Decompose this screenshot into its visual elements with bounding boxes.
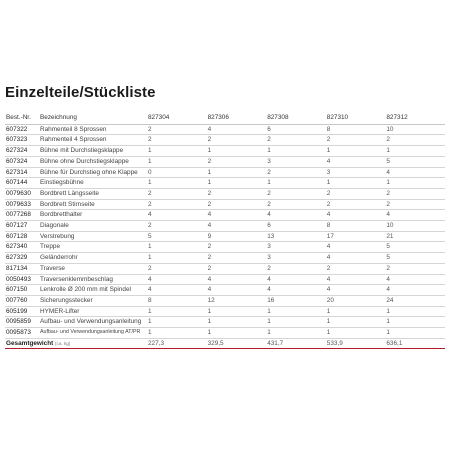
table-row bbox=[5, 199, 445, 210]
quantity-cell: 2 bbox=[147, 263, 207, 274]
table-row bbox=[5, 135, 445, 146]
table-body bbox=[5, 124, 445, 338]
header-model: 827312 bbox=[385, 113, 445, 124]
table-row bbox=[5, 285, 445, 296]
parts-list-table bbox=[5, 113, 445, 349]
quantity-cell: 1 bbox=[147, 253, 207, 264]
quantity-cell: 4 bbox=[147, 210, 207, 221]
quantity-cell: 1 bbox=[326, 146, 386, 157]
quantity-cell: 1 bbox=[266, 317, 326, 328]
table-row bbox=[5, 231, 445, 242]
quantity-cell: 4 bbox=[207, 210, 267, 221]
quantity-cell: 13 bbox=[266, 231, 326, 242]
description-cell: Aufbau- und Verwendungsanleitung AT/PR bbox=[39, 328, 147, 339]
table-row bbox=[5, 221, 445, 232]
quantity-cell: 1 bbox=[147, 242, 207, 253]
quantity-cell: 4 bbox=[326, 156, 386, 167]
quantity-cell: 8 bbox=[147, 295, 207, 306]
description-cell: Traversenklemmbeschlag bbox=[39, 274, 147, 285]
quantity-cell: 8 bbox=[326, 124, 386, 135]
quantity-cell: 4 bbox=[326, 253, 386, 264]
total-weight-value: 227,3 bbox=[147, 338, 207, 349]
quantity-cell: 2 bbox=[326, 135, 386, 146]
quantity-cell: 2 bbox=[266, 263, 326, 274]
order-number-cell: 0079633 bbox=[5, 199, 39, 210]
total-unit: (ca. kg) bbox=[55, 340, 71, 346]
quantity-cell: 4 bbox=[207, 274, 267, 285]
quantity-cell: 5 bbox=[385, 156, 445, 167]
quantity-cell: 2 bbox=[385, 199, 445, 210]
description-cell: Bühne mit Durchstiegsklappe bbox=[39, 146, 147, 157]
table-row bbox=[5, 295, 445, 306]
quantity-cell: 4 bbox=[385, 285, 445, 296]
table-row bbox=[5, 263, 445, 274]
quantity-cell: 2 bbox=[147, 135, 207, 146]
quantity-cell: 0 bbox=[147, 167, 207, 178]
quantity-cell: 10 bbox=[385, 124, 445, 135]
description-cell: Bordbrett Längsseite bbox=[39, 188, 147, 199]
description-cell: Sicherungsstecker bbox=[39, 295, 147, 306]
quantity-cell: 3 bbox=[326, 167, 386, 178]
header-order-number: Best.-Nr. bbox=[5, 113, 39, 124]
description-cell: Verstrebung bbox=[39, 231, 147, 242]
order-number-cell: 817134 bbox=[5, 263, 39, 274]
description-cell: Lenkrolle Ø 200 mm mit Spindel bbox=[39, 285, 147, 296]
quantity-cell: 1 bbox=[326, 178, 386, 189]
quantity-cell: 2 bbox=[207, 242, 267, 253]
table-row bbox=[5, 306, 445, 317]
description-cell: HYMER-Lifter bbox=[39, 306, 147, 317]
quantity-cell: 2 bbox=[207, 156, 267, 167]
quantity-cell: 4 bbox=[266, 274, 326, 285]
quantity-cell: 4 bbox=[266, 285, 326, 296]
table-header-row bbox=[5, 113, 445, 124]
order-number-cell: 0095859 bbox=[5, 317, 39, 328]
table-row bbox=[5, 188, 445, 199]
table-row bbox=[5, 146, 445, 157]
quantity-cell: 1 bbox=[147, 156, 207, 167]
table-row bbox=[5, 328, 445, 339]
quantity-cell: 5 bbox=[147, 231, 207, 242]
description-cell: Diagonale bbox=[39, 221, 147, 232]
table-row bbox=[5, 242, 445, 253]
quantity-cell: 16 bbox=[266, 295, 326, 306]
quantity-cell: 2 bbox=[266, 167, 326, 178]
header-model: 827306 bbox=[207, 113, 267, 124]
quantity-cell: 2 bbox=[207, 253, 267, 264]
table-row bbox=[5, 167, 445, 178]
description-cell: Bühne ohne Durchstiegsklappe bbox=[39, 156, 147, 167]
page-title: Einzelteile/Stückliste bbox=[5, 84, 156, 101]
quantity-cell: 2 bbox=[147, 221, 207, 232]
order-number-cell: 0079630 bbox=[5, 188, 39, 199]
quantity-cell: 1 bbox=[385, 317, 445, 328]
quantity-cell: 9 bbox=[207, 231, 267, 242]
header-description: Bezeichnung bbox=[39, 113, 147, 124]
quantity-cell: 5 bbox=[385, 242, 445, 253]
quantity-cell: 3 bbox=[266, 156, 326, 167]
table-row bbox=[5, 178, 445, 189]
quantity-cell: 1 bbox=[326, 306, 386, 317]
quantity-cell: 2 bbox=[266, 199, 326, 210]
quantity-cell: 1 bbox=[207, 306, 267, 317]
table-row bbox=[5, 124, 445, 135]
quantity-cell: 1 bbox=[326, 317, 386, 328]
description-cell: Bordbrett Stirnseite bbox=[39, 199, 147, 210]
quantity-cell: 3 bbox=[266, 242, 326, 253]
quantity-cell: 1 bbox=[207, 167, 267, 178]
total-label-text: Gesamtgewicht bbox=[6, 339, 54, 347]
quantity-cell: 4 bbox=[385, 167, 445, 178]
quantity-cell: 1 bbox=[147, 306, 207, 317]
quantity-cell: 2 bbox=[326, 263, 386, 274]
order-number-cell: 627314 bbox=[5, 167, 39, 178]
quantity-cell: 4 bbox=[207, 124, 267, 135]
quantity-cell: 20 bbox=[326, 295, 386, 306]
quantity-cell: 4 bbox=[266, 210, 326, 221]
quantity-cell: 2 bbox=[147, 199, 207, 210]
table-row bbox=[5, 156, 445, 167]
order-number-cell: 627324 bbox=[5, 146, 39, 157]
quantity-cell: 2 bbox=[385, 263, 445, 274]
quantity-cell: 4 bbox=[207, 221, 267, 232]
quantity-cell: 4 bbox=[326, 242, 386, 253]
quantity-cell: 1 bbox=[385, 328, 445, 339]
total-weight-row bbox=[5, 338, 445, 349]
total-weight-value: 636,1 bbox=[385, 338, 445, 349]
quantity-cell: 2 bbox=[207, 263, 267, 274]
quantity-cell: 4 bbox=[326, 210, 386, 221]
quantity-cell: 1 bbox=[147, 178, 207, 189]
table-row bbox=[5, 253, 445, 264]
header-model: 827310 bbox=[326, 113, 386, 124]
total-weight-label bbox=[5, 338, 147, 349]
quantity-cell: 1 bbox=[207, 328, 267, 339]
order-number-cell: 627329 bbox=[5, 253, 39, 264]
quantity-cell: 1 bbox=[147, 328, 207, 339]
order-number-cell: 0095873 bbox=[5, 328, 39, 339]
quantity-cell: 2 bbox=[326, 199, 386, 210]
quantity-cell: 1 bbox=[266, 328, 326, 339]
quantity-cell: 5 bbox=[385, 253, 445, 264]
quantity-cell: 24 bbox=[385, 295, 445, 306]
quantity-cell: 2 bbox=[207, 199, 267, 210]
quantity-cell: 2 bbox=[385, 135, 445, 146]
quantity-cell: 2 bbox=[147, 124, 207, 135]
order-number-cell: 607323 bbox=[5, 135, 39, 146]
description-cell: Aufbau- und Verwendungsanleitung bbox=[39, 317, 147, 328]
quantity-cell: 4 bbox=[385, 210, 445, 221]
quantity-cell: 4 bbox=[385, 274, 445, 285]
quantity-cell: 21 bbox=[385, 231, 445, 242]
order-number-cell: 007760 bbox=[5, 295, 39, 306]
order-number-cell: 627340 bbox=[5, 242, 39, 253]
table-row bbox=[5, 317, 445, 328]
quantity-cell: 2 bbox=[326, 188, 386, 199]
quantity-cell: 8 bbox=[326, 221, 386, 232]
quantity-cell: 2 bbox=[266, 188, 326, 199]
quantity-cell: 1 bbox=[207, 317, 267, 328]
quantity-cell: 1 bbox=[147, 146, 207, 157]
quantity-cell: 1 bbox=[385, 306, 445, 317]
description-cell: Traverse bbox=[39, 263, 147, 274]
order-number-cell: 0077268 bbox=[5, 210, 39, 221]
quantity-cell: 1 bbox=[147, 317, 207, 328]
table-row bbox=[5, 210, 445, 221]
table-row bbox=[5, 274, 445, 285]
quantity-cell: 4 bbox=[147, 285, 207, 296]
header-model: 827308 bbox=[266, 113, 326, 124]
description-cell: Einstiegsbühne bbox=[39, 178, 147, 189]
quantity-cell: 6 bbox=[266, 124, 326, 135]
total-weight-value: 533,9 bbox=[326, 338, 386, 349]
description-cell: Bühne für Durchstieg ohne Klappe bbox=[39, 167, 147, 178]
quantity-cell: 6 bbox=[266, 221, 326, 232]
description-cell: Rahmenteil 4 Sprossen bbox=[39, 135, 147, 146]
total-weight-value: 329,5 bbox=[207, 338, 267, 349]
quantity-cell: 2 bbox=[385, 188, 445, 199]
quantity-cell: 1 bbox=[207, 146, 267, 157]
quantity-cell: 3 bbox=[266, 253, 326, 264]
quantity-cell: 4 bbox=[326, 274, 386, 285]
order-number-cell: 607127 bbox=[5, 221, 39, 232]
total-weight-value: 431,7 bbox=[266, 338, 326, 349]
order-number-cell: 0050493 bbox=[5, 274, 39, 285]
description-cell: Bordbretthalter bbox=[39, 210, 147, 221]
quantity-cell: 4 bbox=[326, 285, 386, 296]
quantity-cell: 12 bbox=[207, 295, 267, 306]
order-number-cell: 605199 bbox=[5, 306, 39, 317]
quantity-cell: 2 bbox=[207, 188, 267, 199]
quantity-cell: 1 bbox=[326, 328, 386, 339]
quantity-cell: 1 bbox=[385, 146, 445, 157]
order-number-cell: 607150 bbox=[5, 285, 39, 296]
description-cell: Treppe bbox=[39, 242, 147, 253]
quantity-cell: 2 bbox=[266, 135, 326, 146]
quantity-cell: 1 bbox=[266, 306, 326, 317]
quantity-cell: 4 bbox=[147, 274, 207, 285]
order-number-cell: 607322 bbox=[5, 124, 39, 135]
quantity-cell: 1 bbox=[207, 178, 267, 189]
quantity-cell: 1 bbox=[266, 146, 326, 157]
quantity-cell: 1 bbox=[385, 178, 445, 189]
description-cell: Geländerrohr bbox=[39, 253, 147, 264]
quantity-cell: 2 bbox=[207, 135, 267, 146]
order-number-cell: 607128 bbox=[5, 231, 39, 242]
header-model: 827304 bbox=[147, 113, 207, 124]
quantity-cell: 10 bbox=[385, 221, 445, 232]
quantity-cell: 17 bbox=[326, 231, 386, 242]
quantity-cell: 2 bbox=[147, 188, 207, 199]
quantity-cell: 4 bbox=[207, 285, 267, 296]
quantity-cell: 1 bbox=[266, 178, 326, 189]
order-number-cell: 607144 bbox=[5, 178, 39, 189]
description-cell: Rahmenteil 8 Sprossen bbox=[39, 124, 147, 135]
order-number-cell: 607324 bbox=[5, 156, 39, 167]
